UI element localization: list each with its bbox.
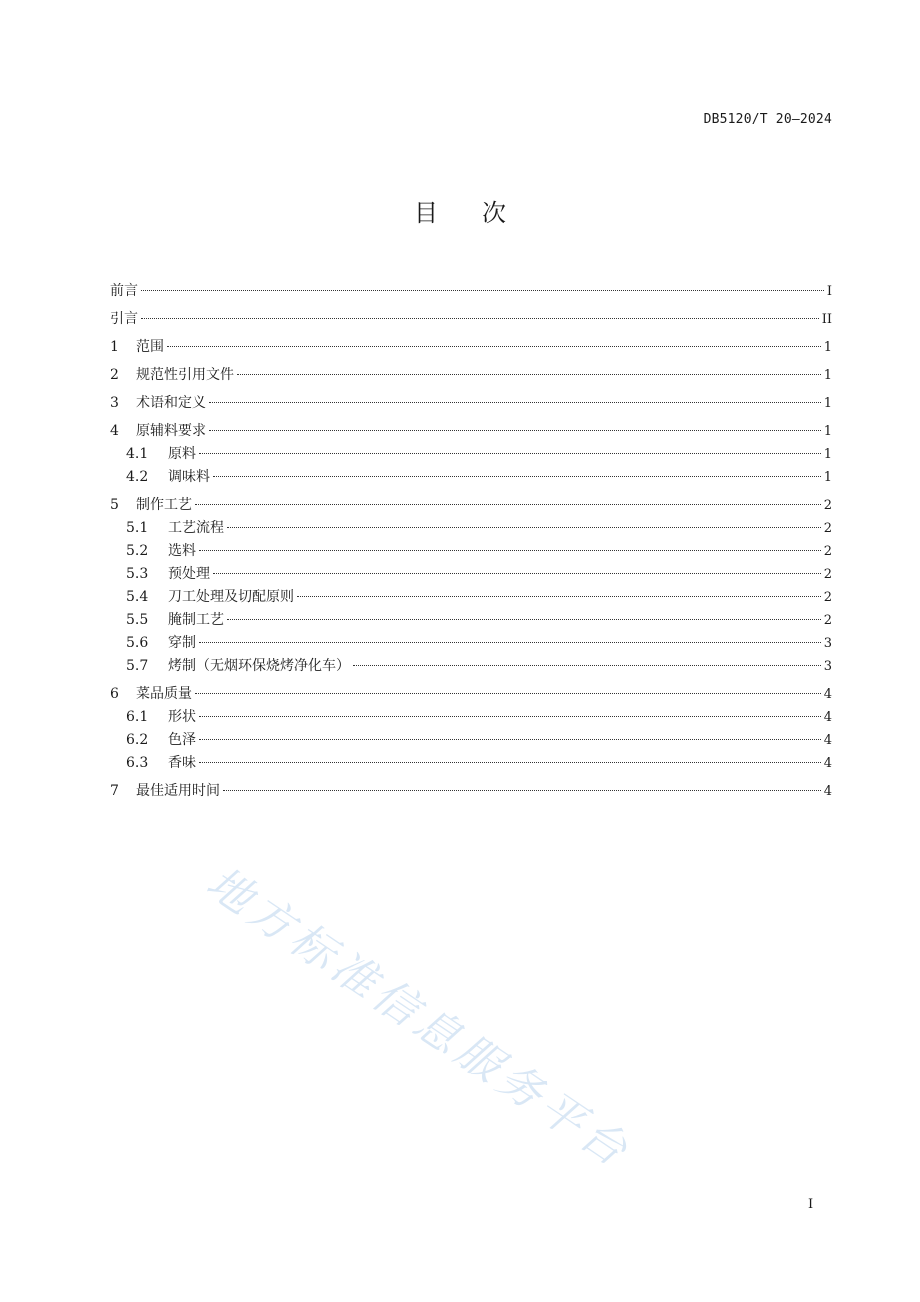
toc-entry-number: 4.2 [126,469,149,485]
toc-leader-dots [213,572,821,574]
toc-entry-page: 4 [823,733,832,748]
toc-leader-dots [213,475,821,477]
toc-entry[interactable] [110,518,832,538]
toc-entry-page: 4 [823,687,832,702]
toc-entry-page: 3 [823,636,832,651]
toc-entry-page: 2 [823,521,832,536]
toc-entry[interactable] [110,753,832,773]
toc-leader-dots [167,345,821,347]
toc-entry-number: 6.1 [126,709,149,725]
toc-entry-label: 预处理 [168,566,210,582]
toc-entry-number: 2 [110,367,119,383]
toc-entry[interactable] [110,281,832,301]
toc-entry-page: 3 [823,659,832,674]
toc-entry-label: 穿制 [168,635,196,651]
toc-entry[interactable] [110,610,832,630]
toc-entry-number: 5.6 [126,635,149,651]
toc-entry-page: 2 [823,544,832,559]
table-of-contents [110,281,832,804]
toc-entry[interactable] [110,393,832,413]
page-title-char-2: 次 [482,199,506,227]
footer-page-number: I [808,1197,814,1212]
toc-entry-label: 最佳适用时间 [136,783,220,799]
toc-leader-dots [141,289,824,291]
toc-leader-dots [141,317,819,319]
toc-entry-page: 2 [823,613,832,628]
toc-entry-page: 2 [823,567,832,582]
toc-entry[interactable] [110,365,832,385]
toc-entry-number: 6.2 [126,732,149,748]
toc-entry-label: 前言 [110,283,138,299]
toc-entry-page: 2 [823,498,832,513]
toc-entry-page: 1 [823,368,832,383]
toc-entry-number: 4 [110,423,119,439]
watermark: 地方标准信息服务平台 [197,857,641,1179]
toc-leader-dots [195,692,821,694]
toc-entry-number: 5.4 [126,589,149,605]
toc-entry-label: 原辅料要求 [136,423,206,439]
toc-entry[interactable] [110,564,832,584]
toc-entry-label: 原料 [168,446,196,462]
toc-entry-label: 色泽 [168,732,196,748]
toc-entry-label: 形状 [168,709,196,725]
toc-leader-dots [353,664,821,666]
toc-entry[interactable] [110,495,832,515]
toc-entry-page: 1 [823,340,832,355]
toc-entry-number: 5.7 [126,658,149,674]
toc-entry-number: 1 [110,339,119,355]
toc-entry-label: 选料 [168,543,196,559]
document-code: DB5120/T 20—2024 [703,112,832,127]
toc-entry-number: 5.5 [126,612,149,628]
toc-entry[interactable] [110,781,832,801]
toc-entry-label: 烤制（无烟环保烧烤净化车） [168,658,350,674]
toc-entry[interactable] [110,309,832,329]
toc-entry-page: 4 [823,784,832,799]
toc-entry-label: 制作工艺 [136,497,192,513]
toc-entry-number: 5 [110,497,119,513]
toc-entry[interactable] [110,467,832,487]
toc-entry-number: 4.1 [126,446,149,462]
toc-entry[interactable] [110,656,832,676]
toc-leader-dots [199,738,821,740]
toc-entry-page: 2 [823,590,832,605]
toc-entry-label: 菜品质量 [136,686,192,702]
toc-entry-label: 引言 [110,311,138,327]
toc-entry[interactable] [110,541,832,561]
toc-leader-dots [209,429,821,431]
toc-entry[interactable] [110,444,832,464]
toc-entry-page: 1 [823,424,832,439]
toc-entry[interactable] [110,707,832,727]
toc-entry-number: 5.2 [126,543,149,559]
toc-entry-page: 4 [823,756,832,771]
toc-entry[interactable] [110,633,832,653]
toc-entry[interactable] [110,421,832,441]
toc-entry-label: 调味料 [168,469,210,485]
toc-leader-dots [237,373,821,375]
toc-entry-page: II [821,312,832,327]
toc-leader-dots [199,549,821,551]
page-title [0,193,920,228]
toc-entry-page: 1 [823,447,832,462]
toc-leader-dots [227,526,821,528]
toc-entry-number: 5.1 [126,520,149,536]
toc-entry-page: I [826,284,832,299]
toc-entry[interactable] [110,337,832,357]
toc-entry-page: 4 [823,710,832,725]
toc-leader-dots [199,715,821,717]
toc-entry-page: 1 [823,470,832,485]
toc-entry-label: 规范性引用文件 [136,367,234,383]
toc-entry-number: 6.3 [126,755,149,771]
toc-entry-label: 术语和定义 [136,395,206,411]
toc-entry-label: 腌制工艺 [168,612,224,628]
toc-leader-dots [199,452,821,454]
toc-entry[interactable] [110,730,832,750]
toc-leader-dots [297,595,821,597]
toc-entry-number: 7 [110,783,119,799]
toc-leader-dots [195,503,821,505]
toc-entry[interactable] [110,587,832,607]
toc-entry-label: 范围 [136,339,164,355]
page-title-char-1: 目 [414,199,438,227]
toc-leader-dots [199,761,821,763]
toc-entry[interactable] [110,684,832,704]
toc-entry-number: 5.3 [126,566,149,582]
toc-entry-label: 工艺流程 [168,520,224,536]
toc-leader-dots [199,641,821,643]
toc-leader-dots [227,618,821,620]
toc-entry-label: 香味 [168,755,196,771]
toc-leader-dots [209,401,821,403]
toc-entry-page: 1 [823,396,832,411]
toc-entry-number: 6 [110,686,119,702]
toc-leader-dots [223,789,821,791]
toc-entry-number: 3 [110,395,119,411]
toc-entry-label: 刀工处理及切配原则 [168,589,294,605]
